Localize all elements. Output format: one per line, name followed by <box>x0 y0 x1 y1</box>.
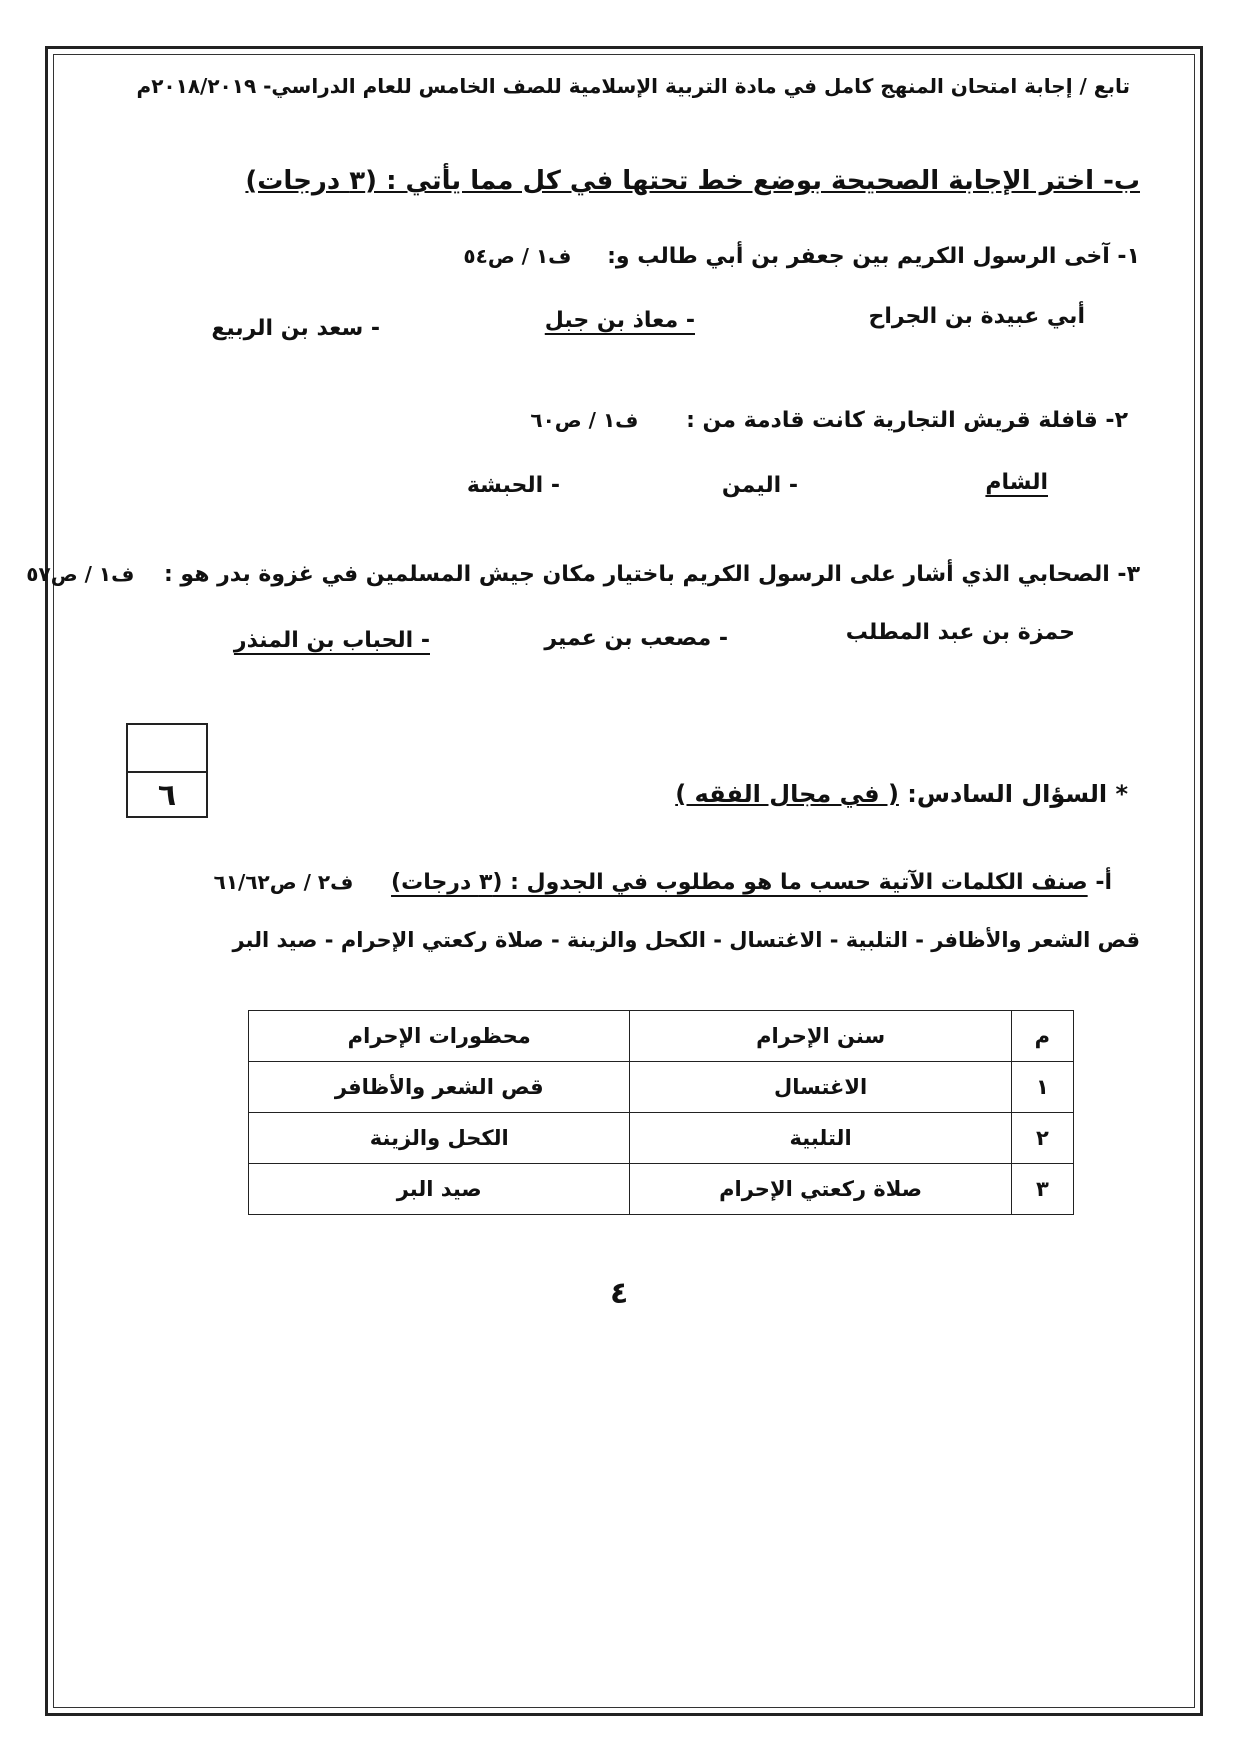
table-cell: ٣ <box>1011 1164 1073 1215</box>
q1-option-2-correct: - معاذ بن جبل <box>544 308 695 333</box>
table-header-row <box>249 1011 1074 1062</box>
table-cell: صيد البر <box>249 1164 630 1215</box>
table-cell: الاغتسال <box>630 1062 1011 1113</box>
table-header-number: م <box>1011 1011 1073 1062</box>
question-6a <box>214 870 1112 895</box>
q2-option-3: - الحبشة <box>466 473 560 498</box>
question-1 <box>463 244 1140 269</box>
score-box <box>126 723 208 818</box>
question-1-text: ١- آخى الرسول الكريم بين جعفر بن أبي طالب و: <box>607 244 1140 269</box>
q1-option-1: أبي عبيدة بن الجراح <box>868 304 1085 329</box>
table-cell: ١ <box>1011 1062 1073 1113</box>
table-header-mahzurat: محظورات الإحرام <box>249 1011 630 1062</box>
page-header: تابع / إجابة امتحان المنهج كامل في مادة التربية الإسلامية للصف الخامس للعام الدراسي- ٢٠١٨/٢٠١٩م <box>136 74 1130 98</box>
q2-option-2: - اليمن <box>721 473 798 498</box>
question-6-label: * السؤال السادس: <box>907 780 1128 808</box>
question-2-ref: ف١ / ص٦٠ <box>530 408 639 432</box>
table-row <box>249 1062 1074 1113</box>
q3-option-2: - مصعب بن عمير <box>544 626 728 651</box>
table-row <box>249 1164 1074 1215</box>
table-cell: قص الشعر والأظافر <box>249 1062 630 1113</box>
table-cell: الكحل والزينة <box>249 1113 630 1164</box>
table-header-sunan: سنن الإحرام <box>630 1011 1011 1062</box>
table-row <box>249 1113 1074 1164</box>
question-6a-text: صنف الكلمات الآتية حسب ما هو مطلوب في الجدول : (٣ درجات) <box>391 870 1088 895</box>
question-1-ref: ف١ / ص٥٤ <box>463 244 572 268</box>
question-6-subject: ( في مجال الفقه ) <box>675 780 899 808</box>
question-6a-ref: ف٢ / ص٦١/٦٢ <box>213 870 354 894</box>
q2-option-1-correct: الشام <box>985 470 1048 495</box>
question-6a-prefix: أ- <box>1095 870 1112 895</box>
classification-table <box>248 1010 1074 1215</box>
table-cell: ٢ <box>1011 1113 1073 1164</box>
section-b-heading: ب- اختر الإجابة الصحيحة بوضع خط تحتها في كل مما يأتي : (٣ درجات) <box>245 166 1140 196</box>
question-2 <box>530 408 1128 433</box>
table-cell: صلاة ركعتي الإحرام <box>630 1164 1011 1215</box>
score-box-value: ٦ <box>157 778 177 813</box>
question-2-text: ٢- قافلة قريش التجارية كانت قادمة من : <box>686 408 1128 433</box>
q3-option-3-correct: - الحباب بن المنذر <box>233 628 430 653</box>
question-3 <box>26 562 1140 587</box>
question-3-ref: ف١ / ص٥٧ <box>26 562 135 586</box>
q1-option-3: - سعد بن الربيع <box>211 316 380 341</box>
question-6-title <box>675 780 1128 808</box>
page-number: ٤ <box>610 1276 629 1311</box>
table-cell: التلبية <box>630 1113 1011 1164</box>
word-bank: قص الشعر والأظافر - التلبية - الاغتسال - الكحل والزينة - صلاة ركعتي الإحرام - صيد البر <box>232 928 1140 952</box>
q3-option-1: حمزة بن عبد المطلب <box>845 620 1075 645</box>
score-box-empty-cell <box>128 725 206 773</box>
question-3-text: ٣- الصحابي الذي أشار على الرسول الكريم باختيار مكان جيش المسلمين في غزوة بدر هو : <box>163 562 1140 587</box>
